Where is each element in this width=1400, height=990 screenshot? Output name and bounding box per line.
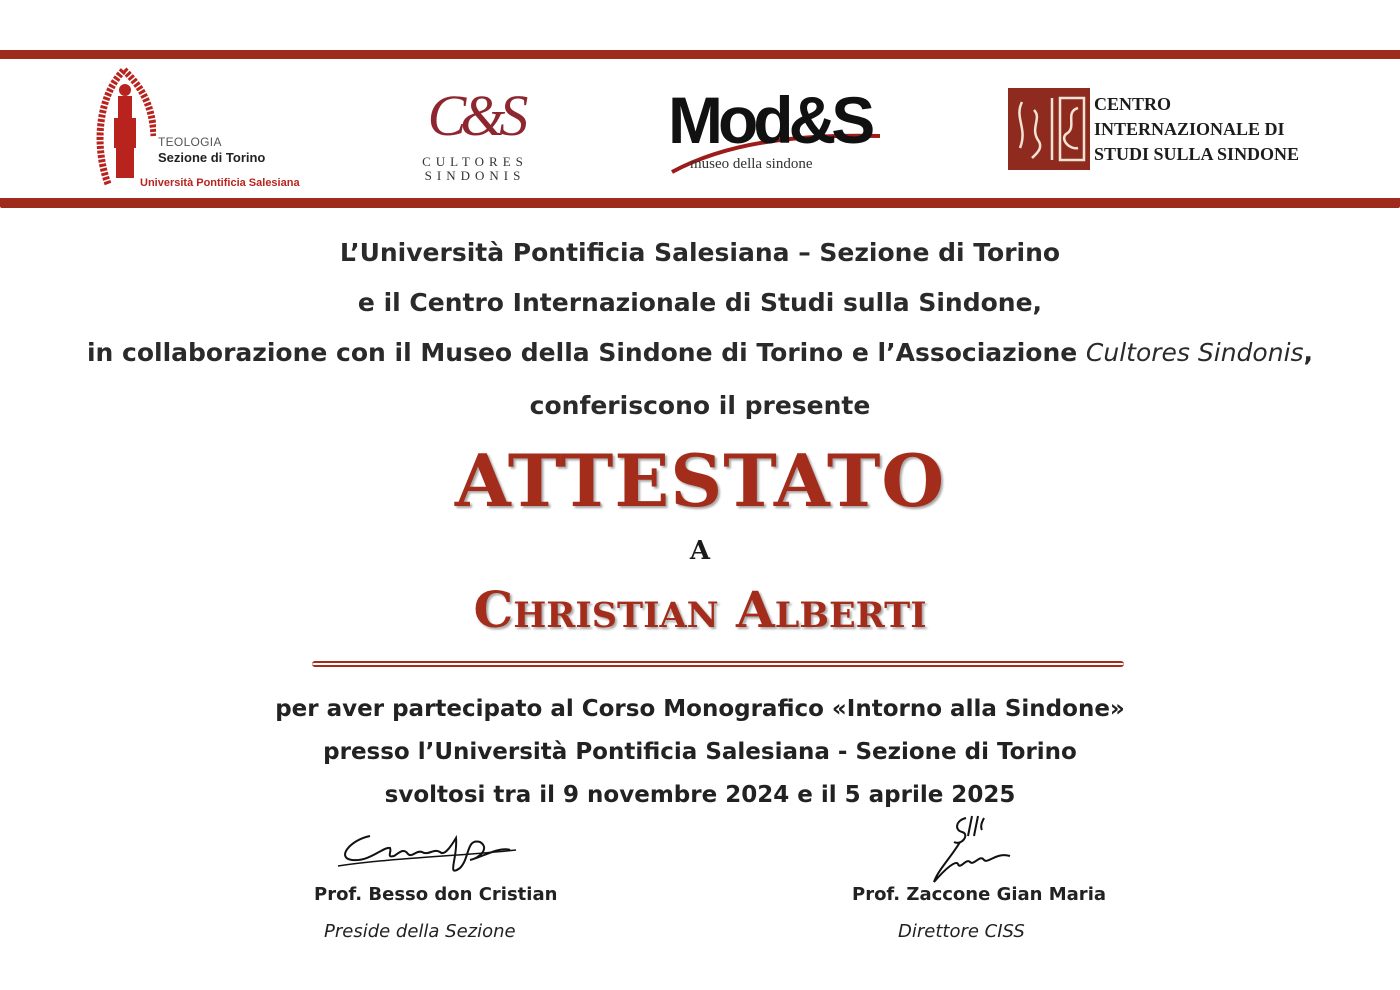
intro-line-3 xyxy=(0,328,1400,378)
handwritten-signature-zaccone xyxy=(932,812,1012,892)
title-preposition: A xyxy=(689,536,711,566)
ciss-logo xyxy=(1008,88,1328,172)
signatory-right-role: Direttore CISS xyxy=(898,921,1025,942)
ciss-emblem-icon xyxy=(1008,88,1090,170)
ups-logo-line1: TEOLOGIA xyxy=(158,135,222,149)
body-line-1: per aver partecipato al Corso Monografico «Intorno alla Sindone» xyxy=(275,696,1125,722)
body-line-2: presso l’Università Pontificia Salesiana - Sezione di Torino xyxy=(323,739,1077,765)
ups-torino-logo xyxy=(96,66,300,194)
cultores-logo-line2: SINDONIS xyxy=(424,168,526,183)
museo-sindone-logo xyxy=(668,84,898,184)
intro-line-2: e il Centro Internazionale di Studi sulla Sindone, xyxy=(357,288,1043,317)
intro-line-1: L’Università Pontificia Salesiana – Sezione di Torino xyxy=(339,238,1061,267)
cultores-sindonis-logo xyxy=(405,74,545,184)
header-top-band xyxy=(0,50,1400,59)
ciss-line1: CENTRO xyxy=(1094,94,1172,114)
modes-wordmark: Mod&S xyxy=(668,83,871,157)
intro-line-3-suffix: , xyxy=(1303,338,1314,367)
cultores-monogram: C&S xyxy=(427,83,523,148)
recipient-divider xyxy=(312,661,1124,667)
ciss-line3: STUDI SULLA SINDONE xyxy=(1094,144,1300,164)
cultores-logo-line1: CULTORES xyxy=(422,154,528,169)
intro-line-3-prefix: in collaborazione con il Museo della Sindone di Torino e l’Associazione xyxy=(86,338,1086,367)
recipient-name: Christian Alberti xyxy=(473,580,927,639)
ups-logo-line2: Sezione di Torino xyxy=(158,150,266,165)
intro-block xyxy=(0,228,1400,431)
body-line-3: svoltosi tra il 9 novembre 2024 e il 5 aprile 2025 xyxy=(384,782,1016,808)
ciss-line2: INTERNAZIONALE DI xyxy=(1094,119,1285,139)
handwritten-signature-besso xyxy=(330,818,520,888)
certificate-title: ATTESTATO xyxy=(454,438,946,523)
ups-seal-icon xyxy=(96,66,156,194)
intro-line-4: conferiscono il presente xyxy=(529,391,871,420)
signatory-left-name: Prof. Besso don Cristian xyxy=(314,884,558,905)
intro-line-3-italic: Cultores Sindonis xyxy=(1085,338,1304,367)
ciss-logo-text xyxy=(1094,92,1299,167)
ups-logo-line3: Università Pontificia Salesiana xyxy=(140,177,300,189)
modes-subtitle: museo della sindone xyxy=(690,156,813,172)
body-block xyxy=(0,688,1400,817)
signatory-left-role: Preside della Sezione xyxy=(324,921,516,942)
signatory-right-name: Prof. Zaccone Gian Maria xyxy=(852,884,1107,905)
header-bottom-band xyxy=(0,198,1400,208)
